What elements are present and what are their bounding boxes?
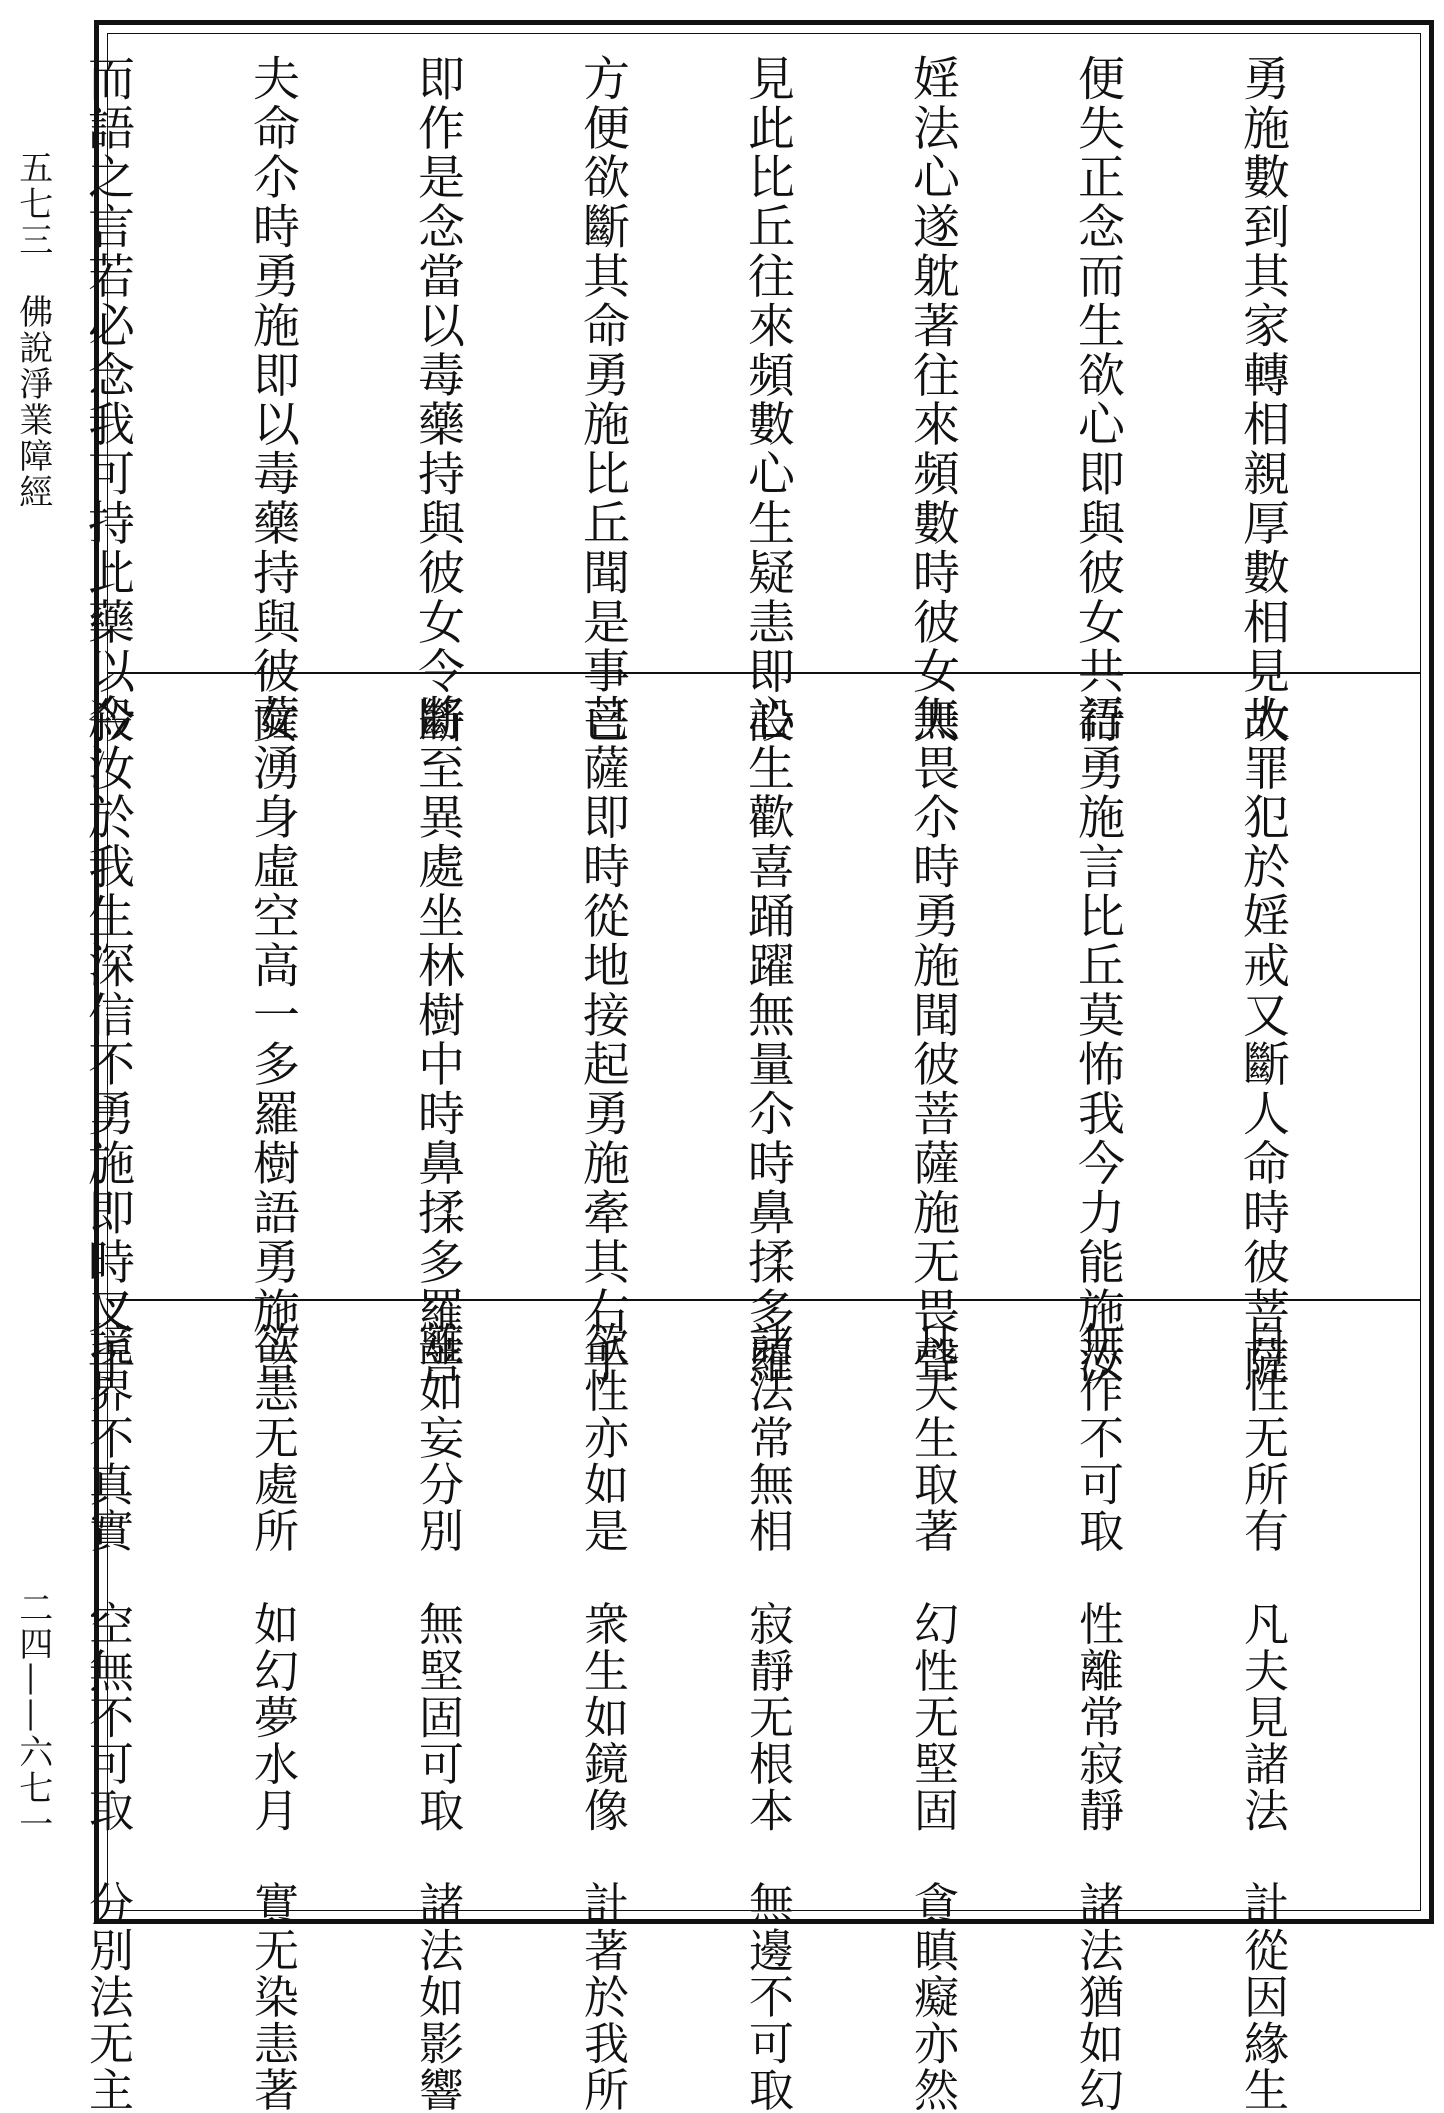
text-column: 心生歡喜踊躍無量尒時鼻揉多羅 xyxy=(740,694,795,1386)
verse-column: 離如妄分別 無堅固可取 諸法如影響 xyxy=(411,1321,464,2113)
text-column: 而語之言若必念我可持此藥以殺 xyxy=(80,54,135,746)
verse-column: 無作不可取 性離常寂靜 諸法猶如幻 xyxy=(1071,1321,1124,2113)
text-column: 薩湧身虛空高一多羅樹語勇施言 xyxy=(245,694,300,1386)
text-column: 婬法心遂躭著往來頻數時彼女夫 xyxy=(905,54,960,746)
verse-column: 諸法常無相 寂靜无根本 無邊不可取 xyxy=(741,1321,794,2113)
text-column: 菩薩即時從地接起勇施牽其右手 xyxy=(575,694,630,1386)
text-column: 便失正念而生欲心即與彼女共行 xyxy=(1070,54,1125,746)
sutra-margin-title: 五七三 佛說淨業障經 xyxy=(12,150,53,510)
page-number: 二四——六七一 xyxy=(12,1590,53,1842)
text-column: 今汝於我生深信不勇施即時叉手 xyxy=(80,694,135,1386)
verse-column: 境界不真實 空無不可取 分別法无主 xyxy=(81,1321,134,2113)
text-column: 夫命尒時勇施即以毒藥持與彼女 xyxy=(245,54,300,746)
text-column: 即作是念當以毒藥持與彼女令斷 xyxy=(410,54,465,746)
text-panel-1 xyxy=(80,34,1420,746)
text-column: 無畏尒時勇施聞彼菩薩施无畏聲 xyxy=(905,694,960,1386)
text-block-1 xyxy=(80,54,1400,746)
text-panel-3 xyxy=(81,1301,1420,2113)
inner-frame xyxy=(80,33,1421,2113)
text-column: 方便欲斷其命勇施比丘聞是事已 xyxy=(575,54,630,746)
verse-column: 自性无所有 凡夫見諸法 計從因緣生 xyxy=(1236,1321,1289,2113)
text-column: 語勇施言比丘莫怖我今力能施汝 xyxy=(1070,694,1125,1386)
verse-column: 凡夫生取著 幻性无堅固 貪瞋癡亦然 xyxy=(906,1321,959,2113)
text-panel-2 xyxy=(80,674,1420,1386)
text-block-3 xyxy=(81,1321,1400,2113)
verse-column: 欲性亦如是 衆生如鏡像 計著於我所 xyxy=(576,1321,629,2113)
verse-column: 欲恚无處所 如幻夢水月 實无染恚著 xyxy=(246,1321,299,2113)
text-column: 見此比丘往來頻數心生疑恚即設 xyxy=(740,54,795,746)
text-column: 將至異處坐林樹中時鼻揉多羅菩 xyxy=(410,694,465,1386)
page-frame xyxy=(80,20,1434,2113)
text-column: 勇施數到其家轉相親厚數相見故 xyxy=(1235,54,1290,746)
text-column: 大罪犯於婬戒又斷人命時彼菩薩 xyxy=(1235,694,1290,1386)
text-block-2 xyxy=(80,694,1400,1386)
